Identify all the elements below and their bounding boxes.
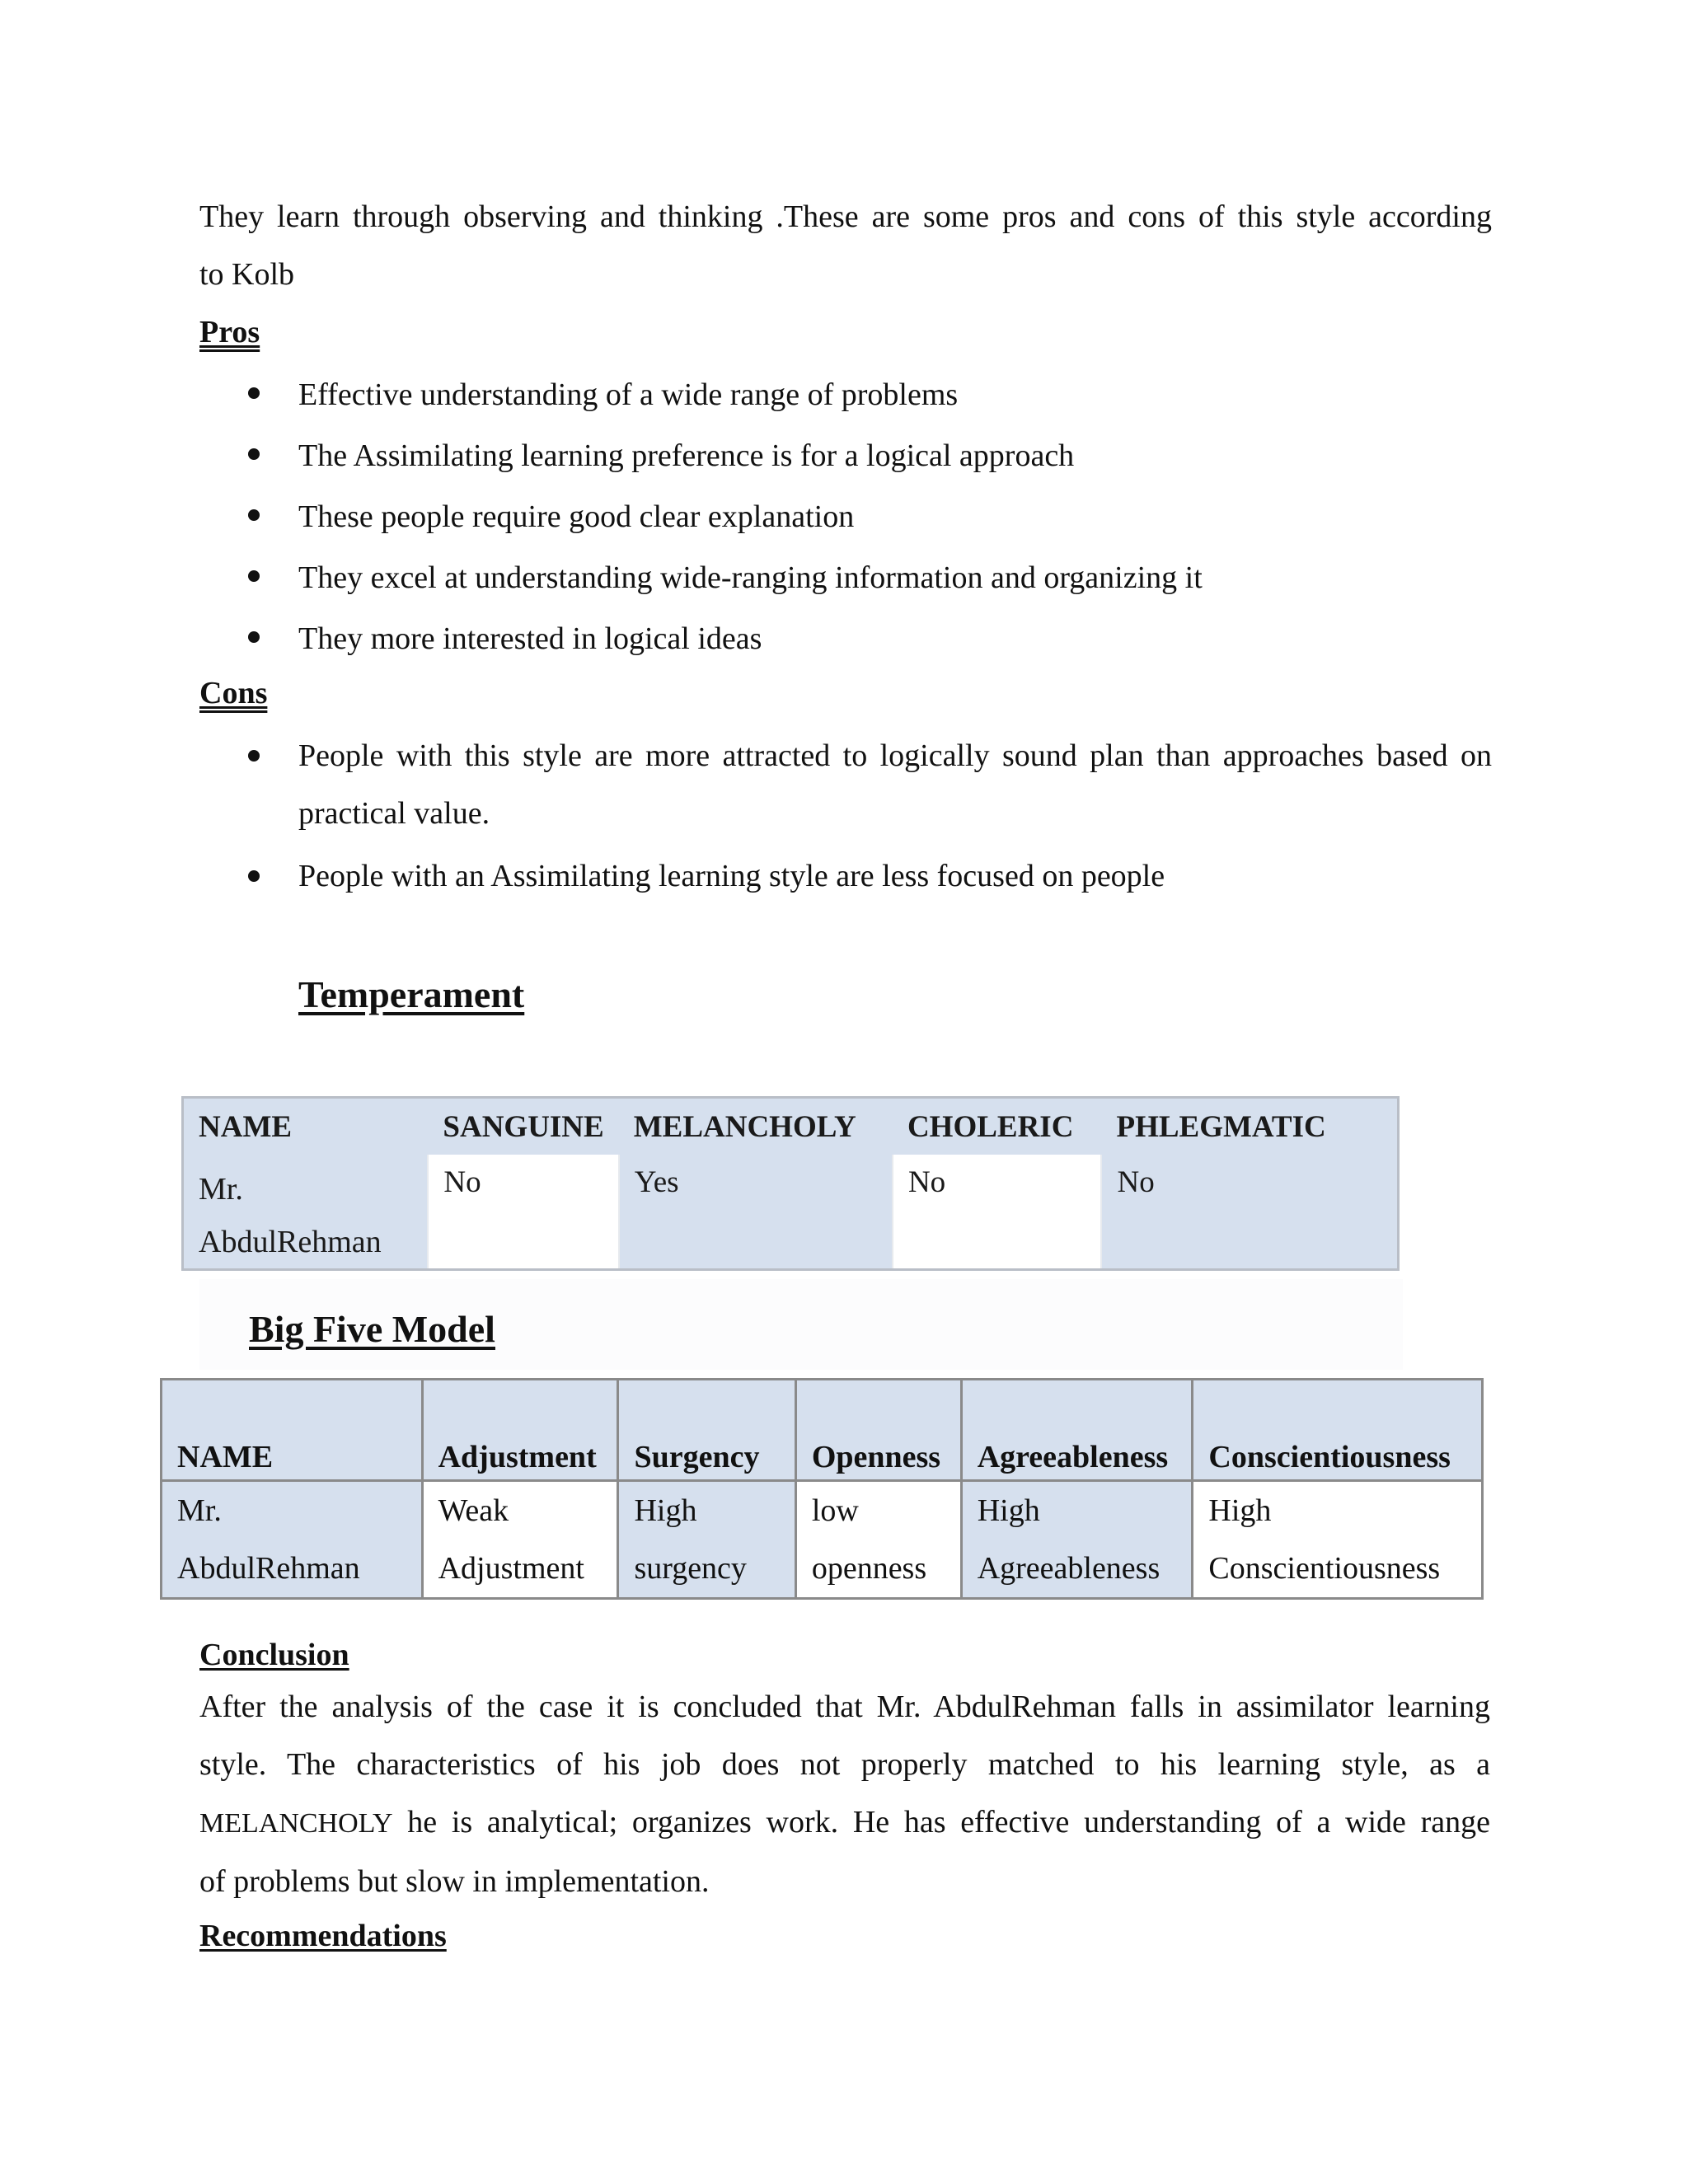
temperament-title: Temperament — [298, 973, 525, 1015]
melancholy-term: MELANCHOLY — [199, 1808, 393, 1839]
pros-item: They more interested in logical ideas — [199, 608, 1490, 669]
header-cell: Conscientiousness — [1193, 1380, 1483, 1481]
cons-item: People with this style are more attracted to logically sound plan than approaches based on practical value. — [199, 727, 1492, 842]
cons-item: People with an Assimilating learning style are less focused on people — [199, 847, 1492, 905]
conclusion-line-2: style. The characteristics of his job does not properly matched to his learning style, as a — [199, 1747, 1490, 1782]
table-cell: High Agreeableness — [961, 1481, 1193, 1599]
big-five-table — [160, 1378, 1484, 1600]
table-cell: No — [893, 1155, 1102, 1270]
recommendations-heading: Recommendations — [199, 1919, 447, 1953]
header-cell: Openness — [795, 1380, 961, 1481]
name-cell: Mr. AbdulRehman — [183, 1155, 429, 1270]
conclusion-section — [199, 1632, 1490, 1961]
cons-section — [199, 668, 1492, 905]
header-cell: NAME — [162, 1380, 423, 1481]
cons-list — [199, 727, 1492, 905]
temperament-table — [181, 1096, 1400, 1271]
pros-list — [199, 364, 1490, 669]
temperament-header-row — [183, 1098, 1399, 1155]
pros-item: These people require good clear explanation — [199, 486, 1490, 547]
conclusion-line-3-text: he is analytical; organizes work. He has effective understanding of a wide range — [392, 1805, 1490, 1840]
pros-item: Effective understanding of a wide range of problems — [199, 364, 1490, 425]
table-cell: No — [428, 1155, 618, 1270]
header-cell: Agreeableness — [961, 1380, 1193, 1481]
table-cell: High Conscientiousness — [1193, 1481, 1483, 1599]
pros-heading: Pros — [199, 315, 260, 349]
cons-heading: Cons — [199, 676, 268, 710]
big-five-title: Big Five Model — [249, 1308, 495, 1350]
header-cell: SANGUINE — [428, 1098, 618, 1155]
table-cell: No — [1101, 1155, 1398, 1270]
header-cell: Surgency — [618, 1380, 795, 1481]
conclusion-line-1: After the analysis of the case it is concluded that Mr. AbdulRehman falls in assimilator learning — [199, 1690, 1490, 1724]
table-cell: Yes — [619, 1155, 893, 1270]
header-cell: NAME — [183, 1098, 429, 1155]
intro-line-1: They learn through observing and thinking .These are some pros and cons of this style according — [199, 199, 1492, 234]
name-cell: Mr. AbdulRehman — [162, 1481, 423, 1599]
table-row — [183, 1155, 1399, 1270]
big-five-header-row — [162, 1380, 1483, 1481]
conclusion-heading: Conclusion — [199, 1638, 349, 1672]
pros-item: They excel at understanding wide-ranging information and organizing it — [199, 547, 1490, 608]
pros-section — [199, 307, 1490, 669]
intro-paragraph — [199, 188, 1492, 303]
intro-line-2: to Kolb — [199, 257, 295, 292]
table-row — [162, 1481, 1483, 1599]
table-cell: High surgency — [618, 1481, 795, 1599]
pros-item: The Assimilating learning preference is for a logical approach — [199, 425, 1490, 486]
table-cell: low openness — [795, 1481, 961, 1599]
header-cell: Adjustment — [422, 1380, 618, 1481]
table-cell: Weak Adjustment — [422, 1481, 618, 1599]
header-cell: MELANCHOLY — [619, 1098, 893, 1155]
conclusion-line-4: of problems but slow in implementation. — [199, 1864, 710, 1899]
conclusion-line-3 — [199, 1793, 1490, 1853]
header-cell: PHLEGMATIC — [1101, 1098, 1398, 1155]
header-cell: CHOLERIC — [893, 1098, 1102, 1155]
